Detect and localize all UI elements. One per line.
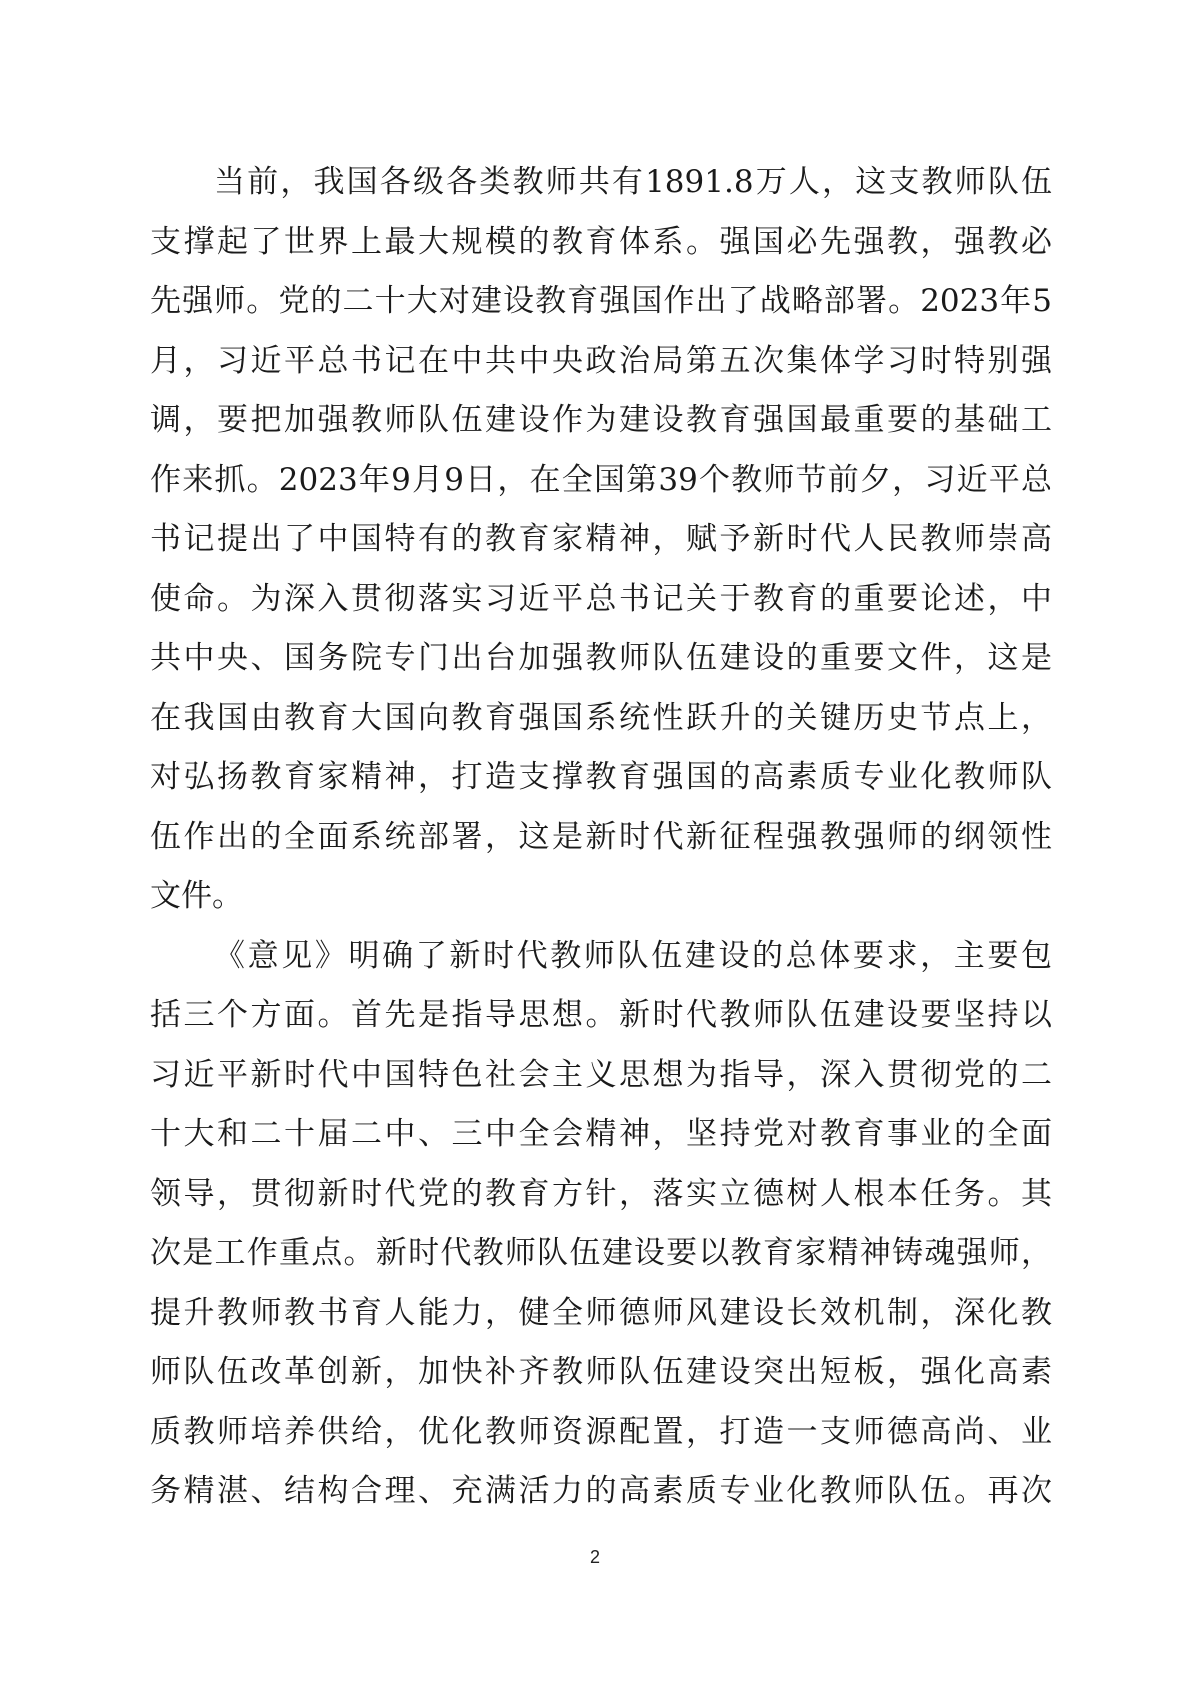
document-body: [150, 153, 1052, 1522]
text-line: 当前，我国各级各类教师共有1891.8万人，这支教师队伍: [214, 164, 1052, 200]
text-line: 次是工作重点。新时代教师队伍建设要以教育家精神铸魂强师，: [150, 1235, 1052, 1271]
text-line: 习近平新时代中国特色社会主义思想为指导，深入贯彻党的二: [150, 1056, 1052, 1093]
text-line: 师队伍改革创新，加快补齐教师队伍建设突出短板，强化高素: [150, 1354, 1052, 1390]
text-line: 书记提出了中国特有的教育家精神，赋予新时代人民教师崇高: [150, 521, 1052, 557]
text-line: 括三个方面。首先是指导思想。新时代教师队伍建设要坚持以: [150, 997, 1052, 1033]
text-line: 在我国由教育大国向教育强国系统性跃升的关键历史节点上，: [150, 699, 1052, 736]
text-line: 使命。为深入贯彻落实习近平总书记关于教育的重要论述，中: [150, 580, 1052, 617]
text-line: 文件。: [150, 878, 243, 914]
text-line: 质教师培养供给，优化教师资源配置，打造一支师德高尚、业: [150, 1413, 1052, 1450]
paragraph-2: [150, 927, 1052, 1522]
text-line: 支撑起了世界上最大规模的教育体系。强国必先强教，强教必: [150, 223, 1052, 260]
text-line: 十大和二十届二中、三中全会精神，坚持党对教育事业的全面: [150, 1116, 1052, 1152]
text-line: 《意见》明确了新时代教师队伍建设的总体要求，主要包: [214, 937, 1052, 974]
text-line: 月，习近平总书记在中共中央政治局第五次集体学习时特别强: [150, 342, 1052, 379]
text-line: 务精湛、结构合理、充满活力的高素质专业化教师队伍。再次: [150, 1473, 1052, 1509]
text-line: 调，要把加强教师队伍建设作为建设教育强国最重要的基础工: [150, 402, 1052, 438]
text-line: 提升教师教书育人能力，健全师德师风建设长效机制，深化教: [150, 1294, 1052, 1331]
text-line: 伍作出的全面系统部署，这是新时代新征程强教强师的纲领性: [150, 818, 1052, 855]
text-line: 作来抓。2023年9月9日，在全国第39个教师节前夕，习近平总: [150, 461, 1052, 498]
text-line: 领导，贯彻新时代党的教育方针，落实立德树人根本任务。其: [150, 1175, 1052, 1212]
text-line: 先强师。党的二十大对建设教育强国作出了战略部署。2023年5: [150, 283, 1052, 319]
text-line: 对弘扬教育家精神，打造支撑教育强国的高素质专业化教师队: [150, 759, 1052, 795]
page-number: 2: [589, 1547, 600, 1567]
text-line: 共中央、国务院专门出台加强教师队伍建设的重要文件，这是: [150, 640, 1052, 676]
paragraph-1: [150, 153, 1052, 927]
